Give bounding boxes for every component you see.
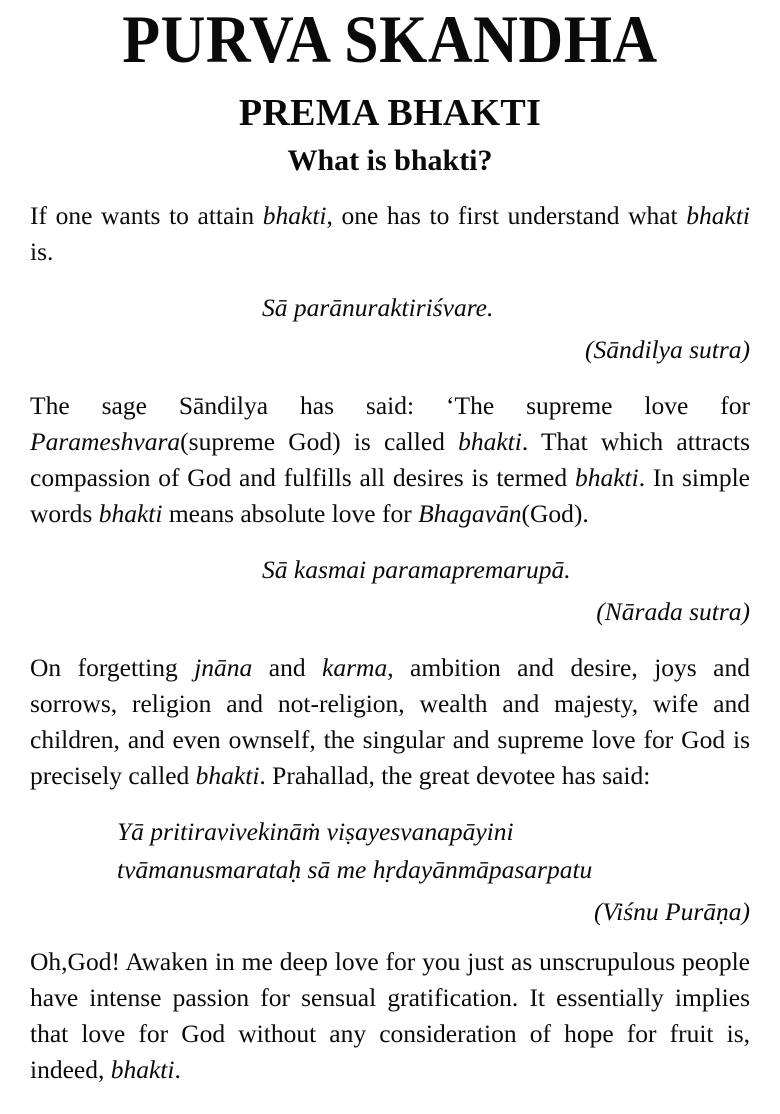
text-run: . Prahallad, the great devotee has said: <box>259 761 651 790</box>
verse-line: Sā kasmai paramapremarupā. <box>262 555 571 584</box>
italic-term: Parameshvara <box>30 427 181 456</box>
chapter-title: PURVA SKANDHA <box>122 2 658 78</box>
text-run: and <box>252 653 323 682</box>
text-run: , ambition and desire, joys and sorrows, religion and not-religion, wealth and majesty, wife and children, and even ownself, the singular and supreme love for God is precisely called <box>30 653 750 790</box>
italic-term: karma <box>322 653 388 682</box>
section-title: PREMA BHAKTI <box>238 92 542 134</box>
verse-line: Yā pritiravivekināṁ viṣayesvanapāyini <box>117 817 514 846</box>
text-run: . <box>174 1055 181 1084</box>
verse-narada <box>30 552 750 588</box>
paragraph-visnu-explanation <box>30 944 750 1088</box>
verse-attribution-narada: (Nārada sutra) <box>596 597 750 626</box>
italic-term: jnāna <box>194 653 253 682</box>
text-run: On forgetting <box>30 653 195 682</box>
paragraph-sandilya-explanation <box>30 388 750 532</box>
text-run: means absolute love for <box>162 499 419 528</box>
document-page <box>0 2 780 1114</box>
italic-term: bhakti <box>574 463 639 492</box>
paragraph-intro <box>30 198 750 270</box>
verse-visnu-purana <box>30 814 750 888</box>
verse-attribution-sandilya: (Sāndilya sutra) <box>584 335 750 364</box>
verse-attribution-visnu-purana: (Viśnu Purāṇa) <box>593 897 750 926</box>
italic-term: bhakti <box>262 201 327 230</box>
paragraph-narada-explanation <box>30 650 750 794</box>
italic-term: bhakti <box>110 1055 175 1084</box>
text-run: If one wants to attain <box>30 201 263 230</box>
verse-line: tvāmanusmarataḥ sā me hṛdayānmāpasarpatu <box>117 855 593 884</box>
text-run: (God). <box>521 499 589 528</box>
text-run: , one has to first understand what <box>326 201 687 230</box>
verse-line: Sā parānuraktiriśvare. <box>262 293 494 322</box>
italic-term: bhakti <box>458 427 522 456</box>
italic-term: bhakti <box>98 499 163 528</box>
text-run: . In simple words <box>30 463 750 528</box>
subsection-title: What is bhakti? <box>287 144 493 177</box>
text-run: (supreme God) is called <box>180 427 459 456</box>
text-run: The sage Sāndilya has said: ‘The supreme love for <box>30 391 750 420</box>
text-run: . That which attracts compassion of God and fulfills all desires is termed <box>30 427 750 492</box>
italic-term: bhakti <box>195 761 260 790</box>
italic-term: bhakti <box>686 201 750 230</box>
text-run: Oh,God! Awaken in me deep love for you just as unscrupulous people have intense passion for sensual gratification. It essentially implies that love for God without any consideration of hope for fruit is, indeed, <box>30 947 750 1084</box>
italic-term: Bhagavān <box>418 499 522 528</box>
text-run: is. <box>30 237 54 266</box>
verse-sandilya <box>30 290 750 326</box>
